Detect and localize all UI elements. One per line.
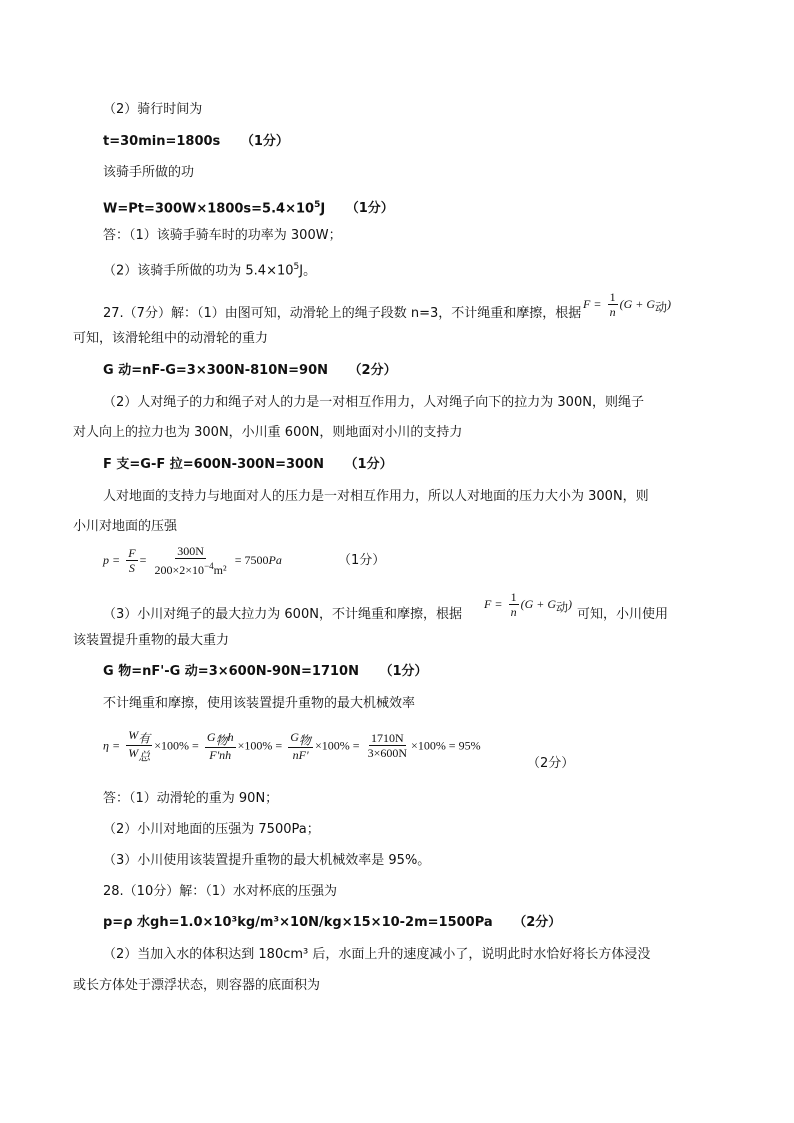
numerator bbox=[205, 730, 236, 748]
numerator bbox=[126, 728, 152, 746]
q27-line2: 可知，该滑轮组中的动滑轮的重力 bbox=[73, 331, 269, 346]
q27-pulley-weight-equation bbox=[103, 362, 397, 380]
denominator: F'nh bbox=[209, 748, 232, 763]
formula-text: ×100% = bbox=[314, 738, 360, 753]
unit: J bbox=[320, 201, 326, 217]
denominator: n bbox=[510, 605, 517, 619]
numerator: 1 bbox=[609, 290, 616, 304]
formula-text: ×100% = bbox=[154, 738, 199, 753]
score-label: （1分） bbox=[345, 201, 394, 217]
subscript: 有 bbox=[138, 731, 151, 746]
subscript: 物 bbox=[298, 733, 311, 748]
formula-text: W bbox=[128, 728, 139, 742]
time-value: t=30min=1800s bbox=[103, 134, 221, 149]
q27-answer-1: 答：（1）动滑轮的重为 90N； bbox=[103, 791, 279, 806]
q27-efficiency-score: （2分） bbox=[527, 756, 575, 771]
q26-part2-intro: （2）骑行时间为 bbox=[103, 102, 203, 117]
q27-part2-a: （2）人对绳子的力和绳子对人的力是一对相互作用力，人对绳子向下的拉力为 300N，则绳子 bbox=[103, 395, 644, 410]
formula-text: 200×2×10 bbox=[154, 563, 205, 577]
q27-efficiency-formula bbox=[103, 728, 481, 764]
formula-F-equals-2 bbox=[484, 590, 572, 619]
formula-text: (G + G bbox=[520, 597, 557, 611]
q27-header: 27.（7分）解：（1）由图可知，动滑轮上的绳子段数 n=3，不计绳重和摩擦，根据 bbox=[103, 306, 582, 321]
q27-part3-b: 小川对地面的压强 bbox=[73, 519, 178, 534]
formula-text: ) bbox=[568, 597, 573, 611]
formula-text: h bbox=[227, 729, 234, 744]
q27-answer-3: （3）小川使用该装置提升重物的最大机械效率是 95%。 bbox=[103, 853, 431, 868]
q26-answer-1: 答：（1）该骑手骑车时的功率为 300W； bbox=[103, 228, 342, 243]
formula-text: = 7500 bbox=[234, 553, 269, 567]
q26-answer-2 bbox=[103, 258, 316, 280]
equation-text: G 物=nF'-G 动=3×600N-90N=1710N bbox=[103, 664, 359, 679]
score-label: （1分） bbox=[337, 553, 386, 568]
q27-max-weight-equation bbox=[103, 663, 428, 681]
formula-text: η = bbox=[103, 738, 121, 753]
equation-text: G 动=nF-G=3×300N-810N=90N bbox=[103, 363, 329, 378]
equation-text: F 支=G-F 拉=600N-300N=300N bbox=[103, 457, 325, 472]
exponent: 5 bbox=[293, 262, 300, 272]
formula-text: ×100% = 95% bbox=[411, 738, 481, 753]
exponent: 5 bbox=[314, 200, 321, 210]
q28-pressure-equation bbox=[103, 914, 561, 932]
formula-text: F = bbox=[484, 597, 503, 611]
unit: J。 bbox=[299, 263, 317, 279]
formula-text: W bbox=[128, 746, 139, 761]
q27-efficiency-intro: 不计绳重和摩擦，使用该装置提升重物的最大机械效率 bbox=[103, 696, 416, 711]
numerator: 300N bbox=[177, 544, 204, 558]
formula-text: p = bbox=[103, 553, 121, 567]
q26-time-equation bbox=[103, 133, 289, 151]
denominator bbox=[153, 559, 229, 577]
q27-part4-a2: 可知，小川使用 bbox=[577, 607, 669, 622]
numerator: 1 bbox=[510, 590, 517, 604]
q27-part2-b: 对人向上的拉力也为 300N，小川重 600N，则地面对小川的支持力 bbox=[73, 425, 463, 440]
fraction bbox=[509, 590, 519, 619]
formula-text: Pa bbox=[268, 553, 282, 567]
score-label: （2分） bbox=[348, 363, 397, 378]
denominator: n bbox=[609, 305, 616, 319]
numerator: F bbox=[128, 546, 136, 560]
formula-text: = bbox=[139, 553, 147, 567]
formula-text: ×100% = bbox=[237, 738, 283, 753]
q27-pressure-formula bbox=[103, 544, 385, 577]
q27-part3-a: 人对地面的支持力与地面对人的压力是一对相互作用力，所以人对地面的压力大小为 300N，则 bbox=[103, 489, 649, 504]
subscript: 总 bbox=[138, 749, 151, 764]
score-label: （1分） bbox=[379, 664, 428, 679]
denominator: nF' bbox=[292, 748, 309, 763]
score-label: （1分） bbox=[344, 457, 393, 472]
score-label: （2分） bbox=[513, 915, 562, 930]
formula-text: (G + G bbox=[619, 297, 656, 311]
subscript: 动 bbox=[655, 300, 668, 315]
answer-text: （2）该骑手所做的功为 5.4×10 bbox=[103, 263, 294, 279]
formula-text: G bbox=[206, 729, 216, 744]
fraction bbox=[608, 290, 618, 319]
formula-text: ) bbox=[667, 297, 672, 311]
fraction bbox=[366, 731, 409, 760]
q27-part4-b: 该装置提升重物的最大重力 bbox=[73, 633, 230, 648]
formula-text: G bbox=[290, 729, 299, 744]
score-label: （1分） bbox=[240, 134, 289, 149]
q27-part4-a bbox=[103, 606, 462, 624]
denominator: S bbox=[128, 561, 135, 575]
exponent: −4 bbox=[204, 561, 214, 571]
q26-work-intro: 该骑手所做的功 bbox=[103, 165, 195, 180]
q27-support-force-equation bbox=[103, 456, 393, 474]
q28-part2-b: 或长方体处于漂浮状态，则容器的底面积为 bbox=[73, 978, 321, 993]
fraction bbox=[153, 544, 229, 577]
q27-answer-2: （2）小川对地面的压强为 7500Pa； bbox=[103, 822, 320, 837]
equation-text: p=ρ 水gh=1.0×10³kg/m³×10N/kg×15×10-2m=1500Pa bbox=[103, 915, 493, 930]
formula-text: m² bbox=[213, 563, 227, 577]
q28-header: 28.（10分）解：（1）水对杯底的压强为 bbox=[103, 884, 337, 899]
formula-F-equals bbox=[583, 290, 671, 319]
numerator: 1710N bbox=[370, 731, 404, 746]
work-value: W=Pt=300W×1800s=5.4×10 bbox=[103, 201, 315, 217]
formula-text: F = bbox=[583, 297, 602, 311]
fraction bbox=[205, 730, 236, 762]
subscript: 动 bbox=[556, 600, 569, 615]
q26-work-equation bbox=[103, 196, 394, 218]
q28-part2-a: （2）当加入水的体积达到 180cm³ 后，水面上升的速度减小了，说明此时水恰好将长方体浸没 bbox=[103, 947, 651, 962]
numerator bbox=[288, 730, 313, 748]
denominator bbox=[126, 746, 152, 763]
denominator: 3×600N bbox=[367, 746, 408, 761]
fraction bbox=[126, 728, 152, 764]
fraction bbox=[288, 730, 313, 762]
subscript: 物 bbox=[215, 733, 228, 748]
fraction bbox=[126, 546, 137, 575]
paragraph-text: （3）小川对绳子的最大拉力为 600N，不计绳重和摩擦，根据 bbox=[103, 607, 462, 622]
